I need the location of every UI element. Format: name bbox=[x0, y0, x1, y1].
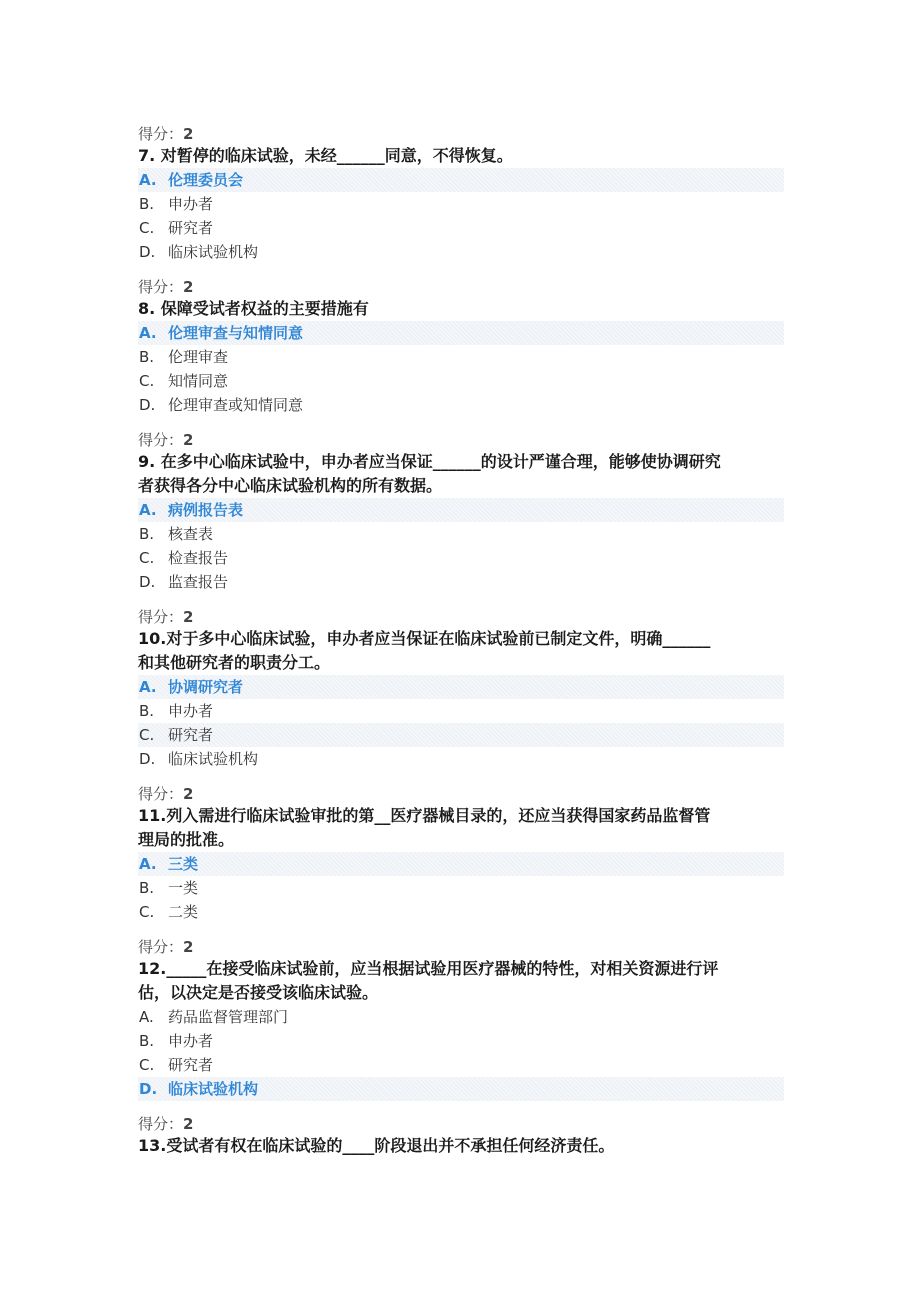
option-text: 伦理委员会 bbox=[168, 171, 244, 189]
answer-option bbox=[138, 699, 784, 723]
option-letter: B. bbox=[139, 348, 155, 366]
option-text: 临床试验机构 bbox=[168, 1080, 259, 1098]
question-text: 9. 在多中心临床试验中，申办者应当保证______的设计严谨合理，能够使协调研究 bbox=[138, 452, 721, 471]
answer-option bbox=[138, 240, 784, 264]
score-label: 得分： bbox=[138, 278, 184, 296]
question-text: 者获得各分中心临床试验机构的所有数据。 bbox=[138, 476, 443, 495]
option-text: 药品监督管理部门 bbox=[168, 1008, 289, 1026]
question-block bbox=[138, 277, 784, 417]
answer-option bbox=[138, 747, 784, 771]
score-label: 得分： bbox=[138, 608, 184, 626]
option-letter: D. bbox=[139, 750, 156, 768]
option-text: 申办者 bbox=[168, 1032, 214, 1050]
answer-option-correct bbox=[138, 1077, 784, 1101]
answer-option bbox=[138, 192, 784, 216]
option-letter: A. bbox=[139, 855, 157, 873]
option-letter: C. bbox=[139, 726, 155, 744]
option-text: 协调研究者 bbox=[168, 678, 244, 696]
option-letter: D. bbox=[139, 243, 156, 261]
option-text: 伦理审查 bbox=[168, 348, 229, 366]
score-value: 2 bbox=[183, 938, 194, 956]
answer-option bbox=[138, 522, 784, 546]
answer-option bbox=[138, 570, 784, 594]
option-letter: C. bbox=[139, 1056, 155, 1074]
option-text: 临床试验机构 bbox=[168, 750, 259, 768]
question-text: 估，以决定是否接受该临床试验。 bbox=[138, 983, 379, 1002]
option-text: 检查报告 bbox=[168, 549, 229, 567]
question-text: 12._____在接受临床试验前，应当根据试验用医疗器械的特性，对相关资源进行评 bbox=[138, 959, 719, 978]
option-letter: C. bbox=[139, 372, 155, 390]
option-letter: A. bbox=[139, 1008, 154, 1026]
score-value: 2 bbox=[183, 1115, 194, 1133]
score-value: 2 bbox=[183, 608, 194, 626]
question-text: 13.受试者有权在临床试验的____阶段退出并不承担任何经济责任。 bbox=[138, 1136, 615, 1155]
option-text: 申办者 bbox=[168, 702, 214, 720]
score-line bbox=[138, 124, 784, 144]
score-line bbox=[138, 430, 784, 450]
option-letter: A. bbox=[139, 501, 157, 519]
option-text: 一类 bbox=[168, 879, 199, 897]
option-text: 研究者 bbox=[168, 726, 214, 744]
option-letter: A. bbox=[139, 324, 157, 342]
answer-option bbox=[138, 1029, 784, 1053]
question-block bbox=[138, 124, 784, 264]
score-line bbox=[138, 784, 784, 804]
answer-option bbox=[138, 1005, 784, 1029]
option-text: 伦理审查或知情同意 bbox=[168, 396, 304, 414]
option-letter: D. bbox=[139, 396, 156, 414]
option-letter: B. bbox=[139, 1032, 155, 1050]
option-letter: B. bbox=[139, 195, 155, 213]
option-text: 三类 bbox=[168, 855, 199, 873]
score-value: 2 bbox=[183, 125, 194, 143]
option-letter: A. bbox=[139, 678, 157, 696]
question-block bbox=[138, 937, 784, 1101]
answer-option-correct bbox=[138, 498, 784, 522]
score-value: 2 bbox=[183, 278, 194, 296]
answer-option bbox=[138, 216, 784, 240]
option-letter: C. bbox=[139, 903, 155, 921]
answer-option bbox=[138, 546, 784, 570]
option-text: 病例报告表 bbox=[168, 501, 244, 519]
option-text: 知情同意 bbox=[168, 372, 229, 390]
score-line bbox=[138, 1114, 784, 1134]
option-text: 临床试验机构 bbox=[168, 243, 259, 261]
option-letter: B. bbox=[139, 702, 155, 720]
question-text: 和其他研究者的职责分工。 bbox=[138, 653, 331, 672]
answer-option bbox=[138, 393, 784, 417]
score-label: 得分： bbox=[138, 1115, 184, 1133]
option-text: 监查报告 bbox=[168, 573, 229, 591]
question-block bbox=[138, 1114, 784, 1158]
option-letter: D. bbox=[139, 1080, 158, 1098]
score-line bbox=[138, 937, 784, 957]
score-line bbox=[138, 277, 784, 297]
answer-option-correct bbox=[138, 321, 784, 345]
answer-option-correct bbox=[138, 852, 784, 876]
score-value: 2 bbox=[183, 431, 194, 449]
answer-option bbox=[138, 900, 784, 924]
answer-option bbox=[138, 1053, 784, 1077]
option-letter: C. bbox=[139, 549, 155, 567]
answer-option bbox=[138, 723, 784, 747]
answer-option bbox=[138, 369, 784, 393]
document-body bbox=[138, 124, 784, 1171]
question-text: 理局的批准。 bbox=[138, 830, 235, 849]
question-block bbox=[138, 430, 784, 594]
score-value: 2 bbox=[183, 785, 194, 803]
score-label: 得分： bbox=[138, 125, 184, 143]
score-line bbox=[138, 607, 784, 627]
question-text: 11.列入需进行临床试验审批的第__医疗器械目录的，还应当获得国家药品监督管 bbox=[138, 806, 711, 825]
question-block bbox=[138, 784, 784, 924]
option-letter: D. bbox=[139, 573, 156, 591]
question-block bbox=[138, 607, 784, 771]
answer-option bbox=[138, 876, 784, 900]
score-label: 得分： bbox=[138, 938, 184, 956]
option-text: 二类 bbox=[168, 903, 199, 921]
option-text: 研究者 bbox=[168, 219, 214, 237]
option-text: 伦理审查与知情同意 bbox=[168, 324, 304, 342]
answer-option bbox=[138, 345, 784, 369]
score-label: 得分： bbox=[138, 431, 184, 449]
option-text: 核查表 bbox=[168, 525, 214, 543]
option-text: 申办者 bbox=[168, 195, 214, 213]
question-text: 7. 对暂停的临床试验，未经______同意，不得恢复。 bbox=[138, 146, 513, 165]
answer-option-correct bbox=[138, 168, 784, 192]
option-letter: B. bbox=[139, 525, 155, 543]
option-letter: C. bbox=[139, 219, 155, 237]
option-text: 研究者 bbox=[168, 1056, 214, 1074]
option-letter: A. bbox=[139, 171, 157, 189]
option-letter: B. bbox=[139, 879, 155, 897]
question-text: 8. 保障受试者权益的主要措施有 bbox=[138, 299, 369, 318]
score-label: 得分： bbox=[138, 785, 184, 803]
answer-option-correct bbox=[138, 675, 784, 699]
question-text: 10.对于多中心临床试验，申办者应当保证在临床试验前已制定文件，明确______ bbox=[138, 629, 711, 648]
